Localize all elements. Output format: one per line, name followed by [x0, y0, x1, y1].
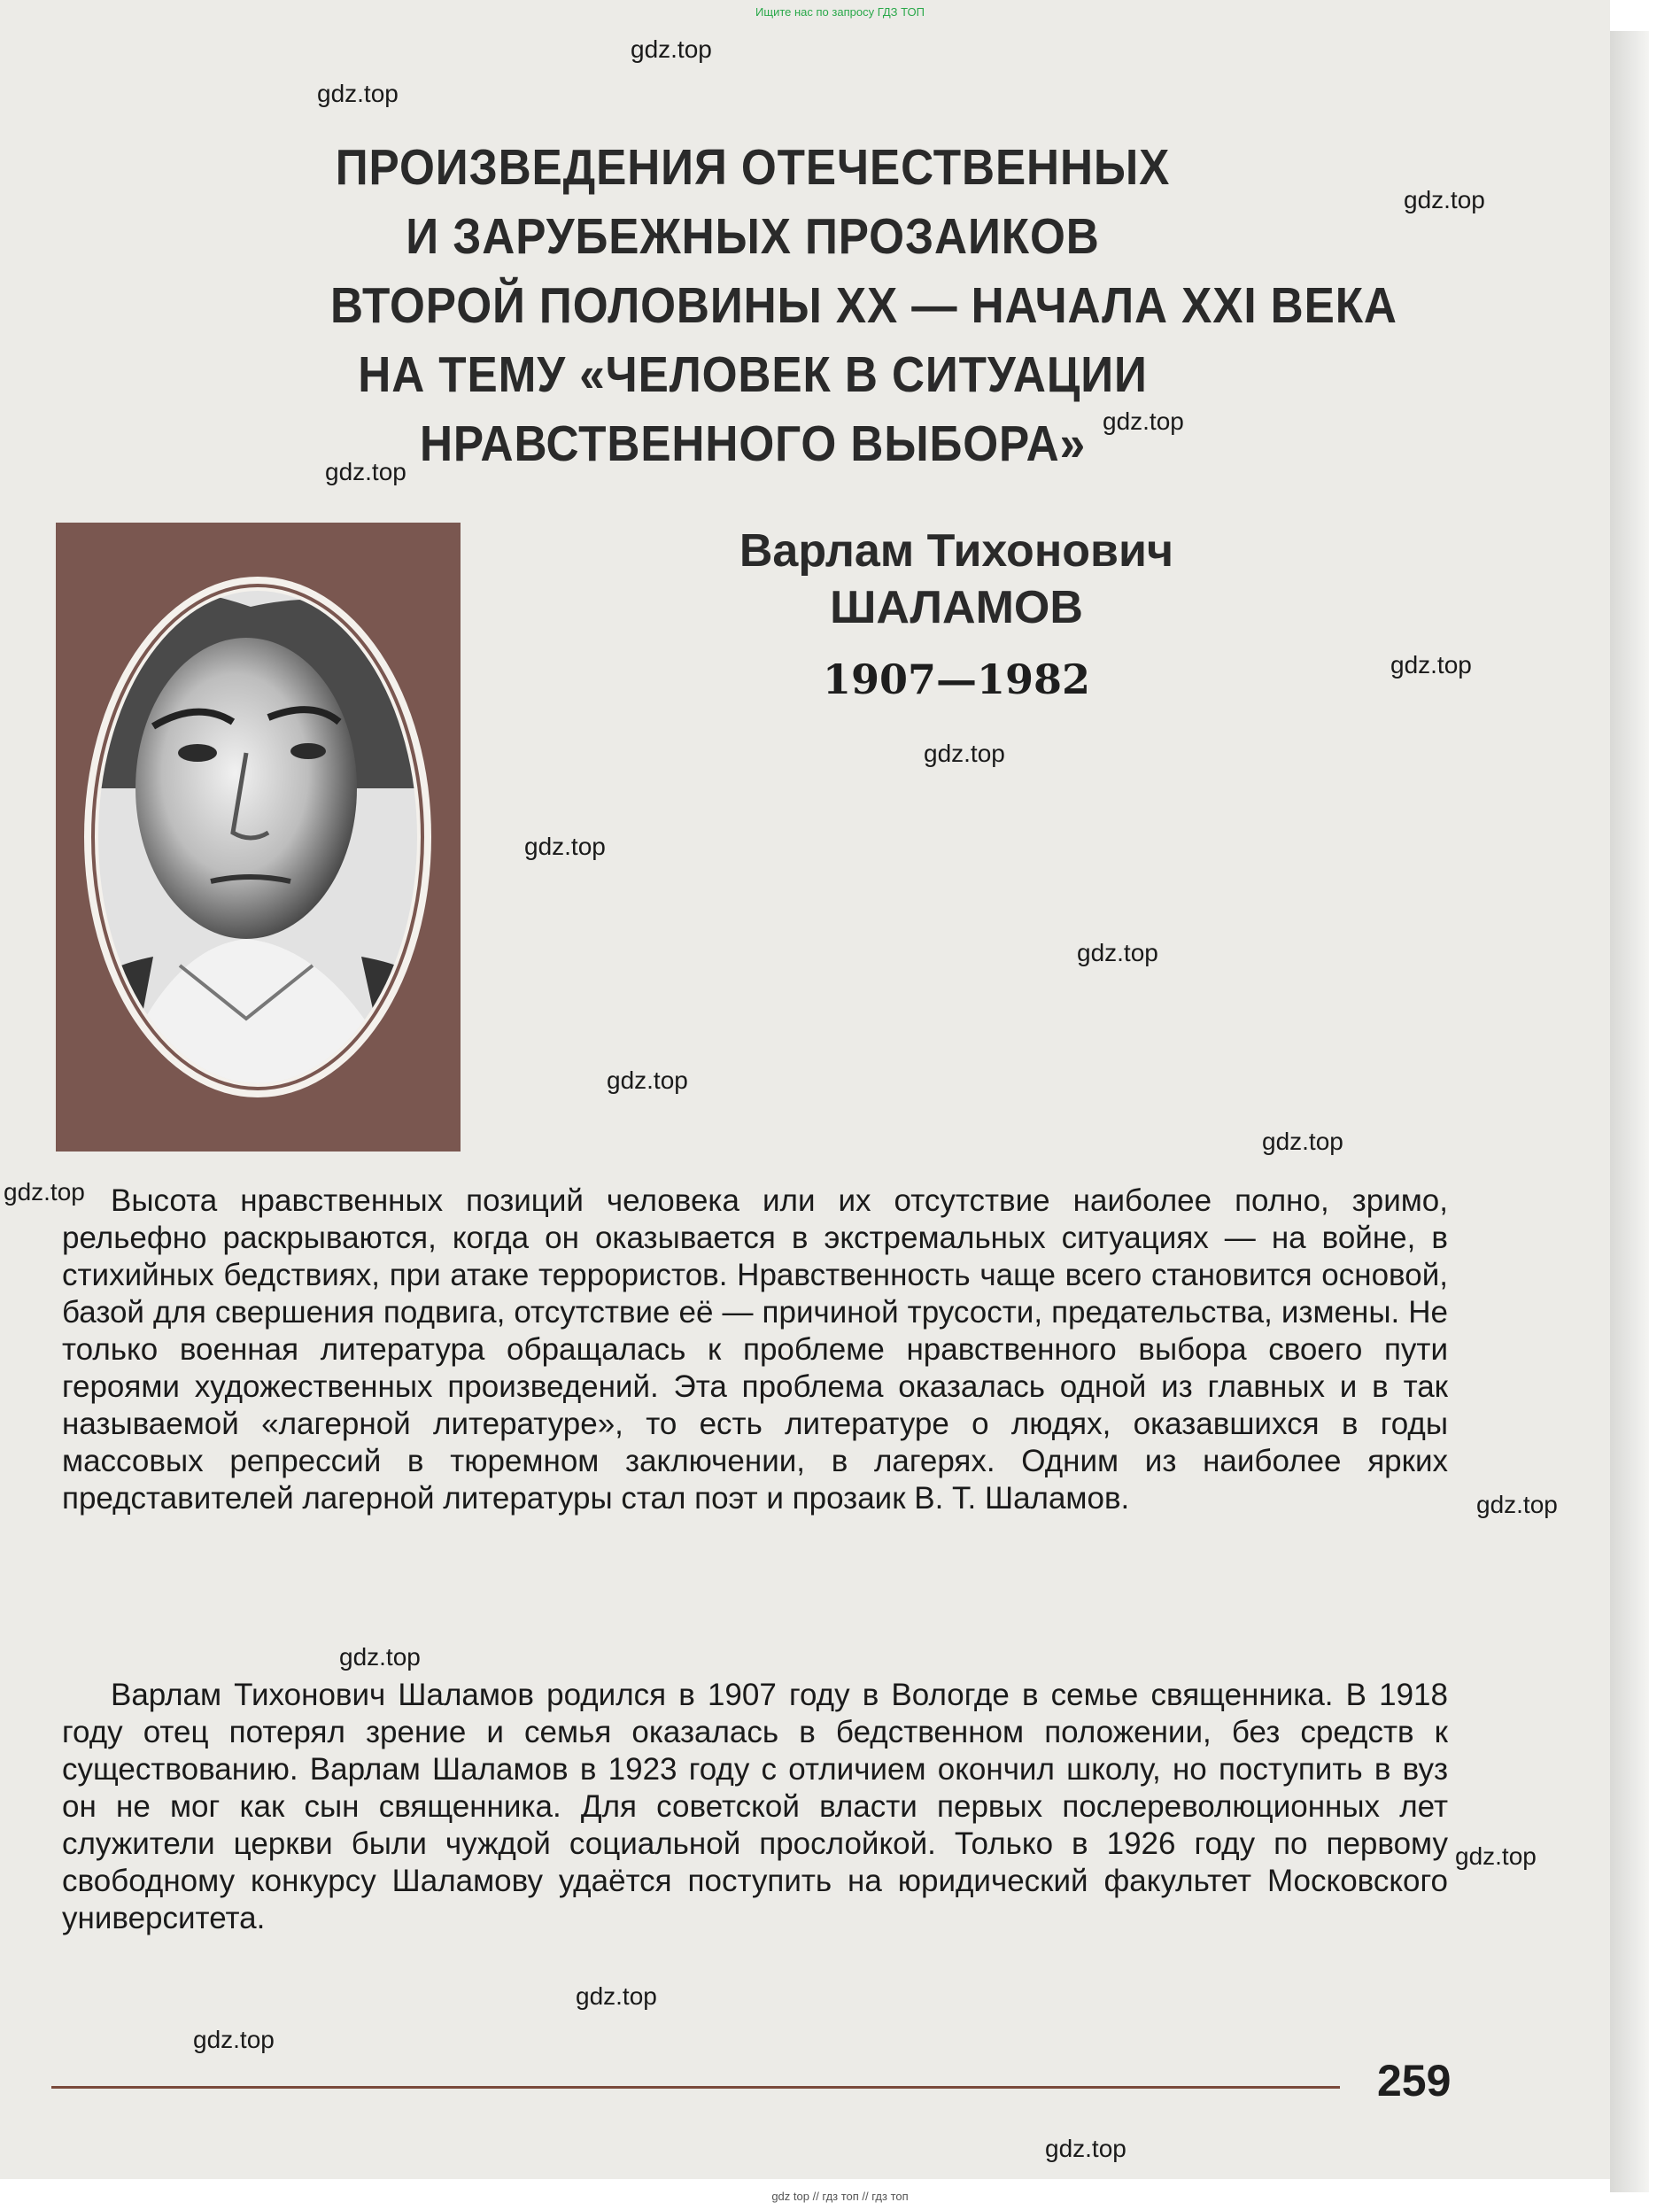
watermark: gdz.top: [1476, 1491, 1558, 1518]
watermark: gdz.top: [524, 833, 606, 860]
page-number: 259: [1377, 2056, 1452, 2105]
watermark: gdz.top: [1455, 1842, 1537, 1870]
heading-line: ВТОРОЙ ПОЛОВИНЫ XX — НАЧАЛА XXI ВЕКА: [330, 277, 1397, 334]
paragraph-intro: Высота нравственных позиций человека или их отсутствие наиболее полно, зримо, рельефно раскрываются, когда он оказывается в экстремальных ситуациях — на войне, в стихийных бедствиях, при атаке террористов. Нравственность чаще всего становится основой, базой для свершения подвига, отсутствие её — причиной трусости, предательства, измены. Не только военная литература обращалась к проблеме нравственного выбора своего пути героями художественных произведений. Эта проблема оказалась одной из главных и в так называемой «лагерной литературе», то есть литературе о людях, оказавшихся в годы массовых репрессий в тюремном заключении, в лагерях. Одним из наиболее ярких представителей лагерной литературы стал поэт и прозаик В. Т. Шаламов.: [62, 1183, 1448, 1516]
bottom-note: gdz top // гдз топ // гдз топ: [771, 2190, 909, 2203]
section-heading: [330, 133, 1397, 478]
watermark: gdz.top: [576, 1982, 657, 2010]
watermark: gdz.top: [317, 80, 399, 107]
heading-line: НРАВСТВЕННОГО ВЫБОРА»: [419, 415, 1087, 472]
page-edge: [1610, 31, 1649, 2192]
top-note: Ищите нас по запросу ГДЗ ТОП: [755, 5, 925, 19]
heading-line: ПРОИЗВЕДЕНИЯ ОТЕЧЕСТВЕННЫХ: [335, 139, 1171, 196]
portrait-image: [56, 523, 461, 1152]
heading-line: И ЗАРУБЕЖНЫХ ПРОЗАИКОВ: [406, 208, 1100, 265]
watermark: gdz.top: [631, 35, 712, 63]
watermark: gdz.top: [1103, 407, 1184, 435]
watermark: gdz.top: [1262, 1128, 1343, 1155]
watermark: gdz.top: [1404, 186, 1485, 213]
watermark: gdz.top: [1077, 939, 1158, 966]
author-portrait: [56, 523, 461, 1152]
author-years: 1907—1982: [822, 655, 1091, 703]
author-first-names: Варлам Тихонович: [739, 525, 1174, 577]
watermark: gdz.top: [924, 740, 1005, 767]
watermark: gdz.top: [339, 1643, 421, 1671]
author-name: [708, 523, 1204, 636]
watermark: gdz.top: [1045, 2135, 1126, 2162]
footer-rule: [51, 2086, 1340, 2089]
paragraph-biography: Варлам Тихонович Шаламов родился в 1907 году в Вологде в семье священника. В 1918 году отец потерял зрение и семья оказалась в бедственном положении, без средств к существованию. Варлам Шаламов в 1923 году с отличием окончил школу, но поступить в вуз он не мог как сын священника. Для советской власти первых послереволюционных лет служители церкви были чуждой социальной прослойкой. Только в 1926 году по первому свободному конкурсу Шаламову удаётся поступить на юридический факультет Московского университета.: [62, 1678, 1448, 1935]
watermark: gdz.top: [325, 458, 406, 485]
watermark: gdz.top: [607, 1066, 688, 1094]
watermark: gdz.top: [1390, 651, 1472, 679]
heading-line: НА ТЕМУ «ЧЕЛОВЕК В СИТУАЦИИ: [358, 346, 1148, 403]
watermark: gdz.top: [4, 1178, 85, 1206]
author-surname: ШАЛАМОВ: [830, 582, 1083, 633]
watermark: gdz.top: [193, 2026, 275, 2053]
